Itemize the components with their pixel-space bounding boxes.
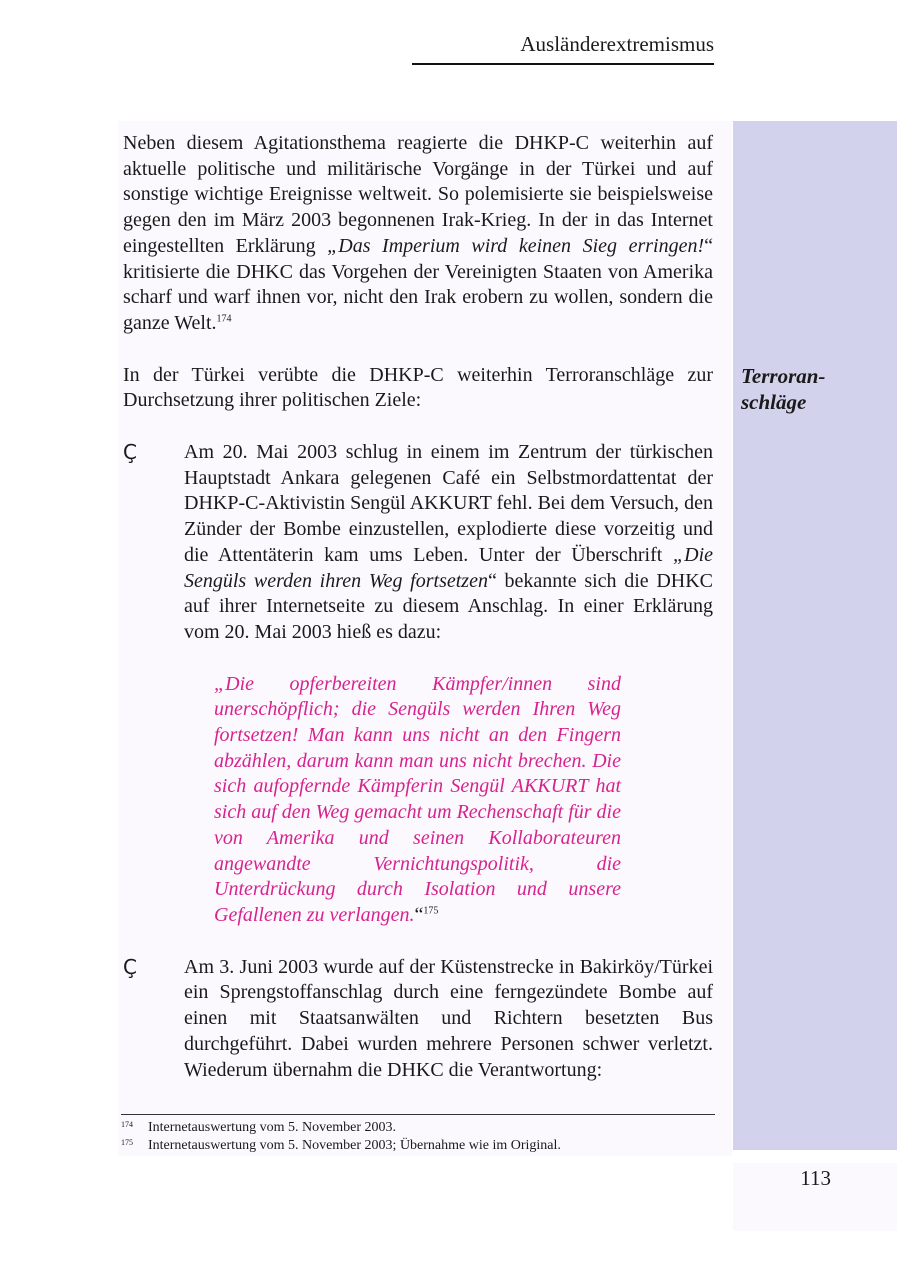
page-number: 113	[800, 1166, 831, 1190]
footnote-number: 174	[121, 1120, 133, 1129]
footnotes	[121, 1114, 715, 1155]
bullet-1-text-b: “ bekannte sich die DHKC auf ihrer Internetseite zu diesem Anschlag. In einer Erklärung vom 20. Mai 2003 hieß es dazu:	[184, 569, 713, 643]
margin-note	[741, 363, 891, 415]
footnote-175	[121, 1137, 715, 1155]
bullet-1-italic-title: „Die Sengüls werden ihren Weg fortsetzen	[184, 543, 713, 592]
footnote-number: 175	[121, 1138, 133, 1147]
bullet-1-text-a: Am 20. Mai 2003 schlug in einem im Zentrum der türkischen Hauptstadt Ankara gelegenen Café ein Selbstmordattentat der DHKP-C-Aktivistin Sengül AKKURT fehl. Bei dem Versuch, den Zünder der Bombe einzustellen, explodierte diese vorzeitig und die Attentäterin kam ums Leben. Unter der Überschrift	[184, 441, 713, 566]
footnote-text: Internetauswertung vom 5. November 2003.	[148, 1120, 397, 1135]
header-title: Ausländerextremismus	[520, 32, 714, 56]
paragraph-1-text-a: Neben diesem Agitationsthema reagierte die DHKP-C weiterhin auf aktuelle politische und militärische Vorgänge in der Türkei und auf sonstige wichtige Ereignisse weltweit. So polemisierte sie beispielsweise gegen den im März 2003 begonnenen Irak-Krieg. In der in das Internet eingestellten Erklärung	[123, 132, 713, 257]
paragraph-1-text-b: “ kritisierte die DHKC das Vorgehen der Vereinigten Staaten von Amerika scharf und warf ihnen vor, nicht den Irak erobern zu wollen, sondern die ganze Welt.	[123, 234, 714, 334]
quote-text: „Die opferbereiten Kämpfer/innen sind unerschöpflich; die Sengüls werden Ihren Weg fortsetzen! Man kann uns nicht an den Fingern abzählen, darum kann man uns nicht brechen. Die sich aufopfernde Kämpferin Sengül AKKURT hat sich auf den Weg gemacht um Rechenschaft für die von Amerika und seinen Kollaborateuren angewandte Vernichtungspolitik, die Unterdrückung durch Isolation und unsere Gefallenen zu verlangen.	[214, 672, 621, 926]
margin-sidebar	[733, 121, 897, 1150]
bullet-item-1	[123, 440, 713, 646]
footnote-ref-175: 175	[423, 905, 439, 917]
quote-close-mark: “	[414, 903, 424, 926]
paragraph-2: In der Türkei verübte die DHKP-C weiterhin Terroranschläge zur Durchsetzung ihrer politischen Ziele:	[123, 363, 713, 412]
block-quote	[214, 672, 621, 929]
bullet-marker: Ç	[123, 440, 137, 465]
footnote-ref-174: 174	[216, 313, 232, 325]
bullet-item-2	[123, 955, 713, 1084]
footnote-174	[121, 1119, 715, 1137]
body-text	[123, 131, 713, 1083]
bullet-marker: Ç	[123, 954, 137, 979]
running-header	[412, 32, 714, 65]
margin-note-text: Terroran- schläge	[741, 364, 826, 414]
footnote-text: Internetauswertung vom 5. November 2003; Übernahme wie im Original.	[148, 1138, 561, 1153]
bullet-2-text: Am 3. Juni 2003 wurde auf der Küstenstrecke in Bakirköy/Türkei ein Sprengstoffanschlag durch eine ferngezündete Bombe auf einen mit Staatsanwälten und Richtern besetzten Bus durchgeführt. Dabei wurden mehrere Personen schwer verletzt. Wiederum übernahm die DHKC die Verantwortung:	[184, 955, 713, 1081]
paragraph-1	[123, 131, 713, 337]
paragraph-1-italic-title: „Das Imperium wird keinen Sieg erringen!	[327, 234, 705, 257]
